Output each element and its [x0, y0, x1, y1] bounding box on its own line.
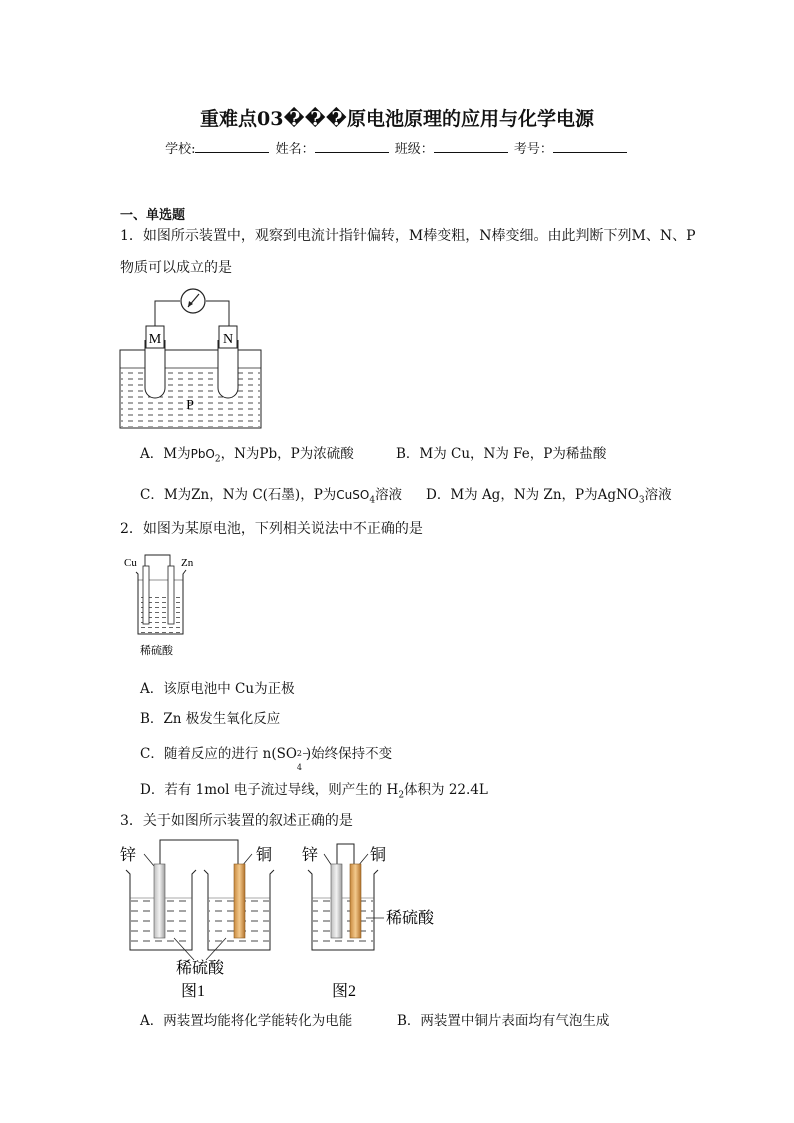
- electrode-n-label: N: [222, 332, 234, 347]
- fig2-copper-label: 铜: [370, 847, 387, 864]
- q2-option-c[interactable]: [140, 742, 393, 772]
- q1-option-a-pre: A．M为: [140, 446, 191, 462]
- q1-option-c-sub: 4: [369, 495, 376, 506]
- fig1-copper-strip: [234, 864, 245, 938]
- q1-option-a-sub: 2: [214, 454, 221, 465]
- q1-stem-line2: 物质可以成立的是: [120, 260, 232, 276]
- exam-no-label: 考号：: [513, 142, 553, 157]
- fig2-zinc-strip: [331, 864, 342, 938]
- fig1-copper-label: 铜: [256, 847, 273, 864]
- q2-option-a[interactable]: A．该原电池中 Cu为正极: [140, 681, 295, 697]
- class-label: 班级：: [394, 142, 434, 157]
- q1-option-a[interactable]: [140, 442, 354, 465]
- q2-stem: 2．如图为某原电池，下列相关说法中不正确的是: [120, 521, 423, 537]
- q2-option-c-post: )始终保持不变: [305, 746, 393, 762]
- class-blank[interactable]: [434, 139, 508, 153]
- electrode-m-label: M: [148, 332, 162, 347]
- q2-option-d-post: 体积为 22.4L: [404, 782, 488, 798]
- page-title: 重难点03���原电池原理的应用与化学电源: [200, 108, 594, 130]
- q3-option-a[interactable]: A．两装置均能将化学能转化为电能: [140, 1013, 353, 1029]
- name-blank[interactable]: [315, 139, 389, 153]
- q1-option-d-post: 溶液: [644, 487, 672, 503]
- q1-option-a-formula: PbO: [190, 447, 215, 461]
- q2-zn-label: Zn: [181, 557, 194, 569]
- q2-option-b[interactable]: B．Zn 极发生氧化反应: [140, 711, 281, 727]
- fig1-caption: 图1: [181, 983, 206, 1000]
- q1-option-c[interactable]: [140, 483, 402, 506]
- q2-cell-figure: [120, 550, 200, 660]
- q1-option-d-sub: 3: [638, 495, 645, 506]
- solution-p-label: P: [186, 398, 194, 413]
- q1-option-b[interactable]: B．M为 Cu，N为 Fe，P为稀盐酸: [396, 446, 607, 462]
- student-info-line: [0, 138, 794, 157]
- q2-option-c-sup: 2−: [296, 749, 309, 758]
- q3-option-b[interactable]: B．两装置中铜片表面均有气泡生成: [397, 1013, 610, 1029]
- q1-apparatus-figure: [118, 280, 264, 430]
- fig2-copper-strip: [350, 864, 361, 938]
- q2-option-c-sub: 4: [296, 763, 302, 772]
- fig1-acid-label: 稀硫酸: [176, 960, 225, 977]
- q1-stem-line1: 1．如图所示装置中，观察到电流计指针偏转，M棒变粗，N棒变细。由此判断下列M、N、P: [120, 228, 696, 244]
- name-label: 姓名：: [275, 142, 315, 157]
- school-label: 学校:: [165, 142, 196, 157]
- fig2-acid-label: 稀硫酸: [386, 910, 435, 927]
- fig2-zinc-label: 锌: [302, 847, 319, 864]
- school-blank[interactable]: [195, 139, 269, 153]
- q1-option-c-pre: C．M为Zn，N为 C(石墨)，P为: [140, 487, 337, 503]
- q1-option-d-pre: D．M为 Ag，N为 Zn，P为: [426, 487, 598, 503]
- q2-option-d-sub: 2: [398, 790, 405, 801]
- q1-option-d[interactable]: [426, 483, 672, 506]
- q2-option-d-pre: D．若有 1mol 电子流过导线，则产生的 H: [140, 782, 399, 798]
- q2-option-c-pre: C．随着反应的进行 n(SO: [140, 746, 297, 762]
- q1-option-c-post: 溶液: [375, 487, 403, 503]
- exam-no-blank[interactable]: [553, 139, 627, 153]
- q1-option-d-formula: AgNO: [597, 487, 639, 503]
- q2-acid-label: 稀硫酸: [140, 645, 173, 657]
- q1-option-c-formula: CuSO: [336, 488, 370, 502]
- fig1-zinc-label: 锌: [120, 847, 137, 864]
- fig1-zinc-strip: [154, 864, 165, 938]
- q2-cu-label: Cu: [124, 557, 137, 569]
- section-heading: 一、单选题: [120, 208, 186, 223]
- q2-option-d[interactable]: [140, 778, 488, 801]
- q3-stem: 3．关于如图所示装置的叙述正确的是: [120, 813, 353, 829]
- q3-apparatus-figure: [118, 836, 448, 1006]
- fig2-caption: 图2: [332, 983, 357, 1000]
- galvanometer-icon: [181, 289, 205, 313]
- q1-option-a-post: ，N为Pb，P为浓硫酸: [220, 446, 354, 462]
